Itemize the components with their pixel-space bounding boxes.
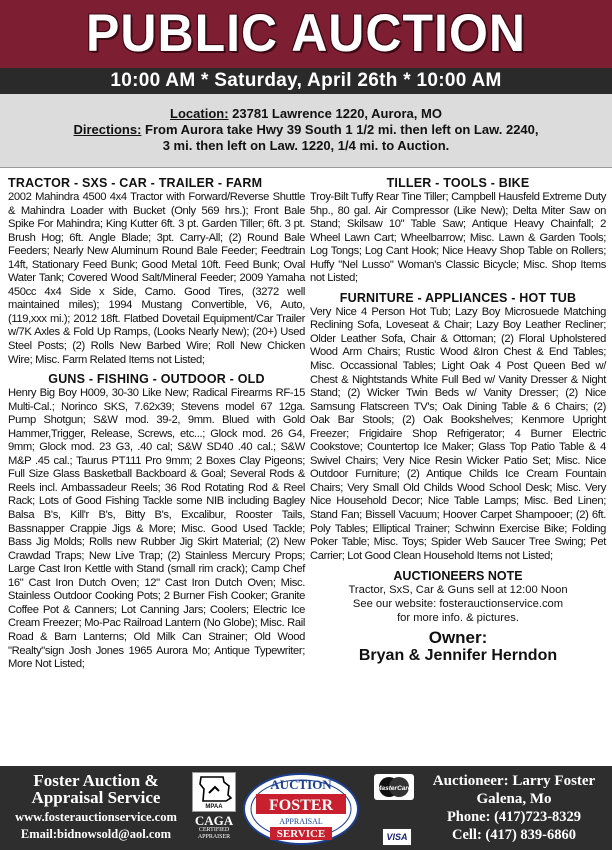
directions-label: Directions: xyxy=(73,122,142,137)
email-link[interactable]: Email:bidnowsold@aol.com xyxy=(20,827,172,841)
caga-label: CAGA xyxy=(194,813,234,828)
location-label: Location: xyxy=(170,106,229,121)
directions-text-1: From Aurora take Hwy 39 South 1 1/2 mi. then left on Law. 2240, xyxy=(141,122,539,137)
company-name-1: Foster Auction & xyxy=(33,771,159,790)
tiller-text: Troy-Bilt Tuffy Rear Tine Tiller; Campbell Hausfeld Extreme Duty 5hp., 80 gal. Air Compressor (Like New); Delta Miter Saw on Stand; Skilsaw 10" Table Saw; Antique Heavy Chainfall; 2 Wheel Lawn Cart; Wheelbarrow; Misc. Lawn & Garden Tools; Log Tongs; Log Cant Hook; Nice Heavy Shop Table on Rollers; Huffy "Nel Lusso" Woman's Classic Bicycle; Misc. Shop Items not Listed; xyxy=(310,191,606,285)
caga-sub-1: CERTIFIED xyxy=(198,827,230,833)
seal-mid-text: FOSTER xyxy=(268,797,334,814)
mastercard-logo xyxy=(374,774,414,800)
furniture-text: Very Nice 4 Person Hot Tub; Lazy Boy Microsuede Matching Reclining Sofa, Loveseat & Chair; Lazy Boy Leather Recliner; Older Leather Sofa, Chair & Ottoman; (2) Floral Upholstered Wood Arm Chairs; Rustic Wood &Iron Chest & End Tables; Misc. Occassional Tables; Light Oak 4 Post Queen Bed w/ Chest & Nightstands White Full Bed w/ Vanity Dresser & Night Stand; (2) Wicker Twin Beds w/ Vanity Dresser; (2) Nice Samsung Flatscreen TV's; Oak Dining Table & 6 Chairs; (2) Oak Bar Stools; (2) Oak Bookshelves; Kenmore Upright Freezer; Frigidaire Shop Refrigerator; 4 Burner Electric Cookstove; Countertop Ice Maker; Glass Top Patio Table & 4 Swivel Chairs; Very Nice Resin Wicker Patio Set; Misc. Nice Outdoor Furniture; (2) Antique Childs Ice Cream Fountain Chairs; Very Small Old Childs Wood School Desk; Misc. Very Nice Household Decor; Nice Table Lamps; Misc. Bed Linen; Stand Fan; Bissell Vacuum; Hoover Carpet Shampooer; (2) 6ft. Poly Tables; Elliptical Trainer; Schwinn Exercise Bike; Folding Poker Table; Misc. Toys; Spider Web Saucer Tree Swing; Pet Carrier; Lot Good Clean Household Items not Listed; xyxy=(310,305,606,562)
owner-names: Bryan & Jennifer Herndon xyxy=(358,647,558,665)
auctioneer-info xyxy=(420,772,608,844)
visa-logo: VISA xyxy=(382,828,412,846)
left-column xyxy=(8,176,305,758)
auctioneer-city: Galena, Mo xyxy=(476,791,552,807)
owner-label: Owner: xyxy=(428,628,488,648)
logos xyxy=(188,770,420,846)
caga-logo xyxy=(192,814,236,841)
right-column xyxy=(310,176,606,758)
guns-heading: GUNS - FISHING - OUTDOOR - OLD xyxy=(48,372,265,387)
location-line xyxy=(0,106,612,122)
mastercard-label: MasterCard xyxy=(376,785,412,792)
auctioneer-name: Auctioneer: Larry Foster xyxy=(432,773,596,789)
phone-number[interactable]: Phone: (417)723-8329 xyxy=(446,809,582,825)
mpaa-logo xyxy=(192,772,236,812)
mpaa-label: MPAA xyxy=(205,804,223,810)
seal-bottom-text: SERVICE xyxy=(276,828,326,840)
tiller-heading: TILLER - TOOLS - BIKE xyxy=(386,176,530,190)
missouri-map-icon xyxy=(193,773,237,805)
note-line-1: Tractor, SxS, Car & Guns sell at 12:00 Noon xyxy=(348,584,568,597)
page-title: PUBLIC AUCTION xyxy=(86,3,526,63)
furniture-heading: FURNITURE - APPLIANCES - HOT TUB xyxy=(339,290,577,305)
note-heading: AUCTIONEERS NOTE xyxy=(393,569,523,584)
tractor-heading: TRACTOR - SXS - CAR - TRAILER - FARM xyxy=(8,176,263,190)
note-line-2: See our website: fosterauctionservice.com xyxy=(352,598,564,611)
caga-sub-2: APPRAISER xyxy=(197,834,231,840)
directions-line-2: 3 mi. then left on Law. 1220, 1/4 mi. to Auction. xyxy=(162,138,450,153)
tractor-text: 2002 Mahindra 4500 4x4 Tractor with Forward/Reverse Shuttle & Mahindra Loader with Bucket (Only 569 hrs.); Front Bale Spike For Mahindra; King Kutter 6ft. 3 pt. Garden Tiller; 6ft. 3 pt. Brush Hog; 6ft. Angle Blade; 3pt. Carry-All; (2) Round Bale Feeders; Nearly New Aluminum Round Bale Feeder; Feedtrain 14ft, Stationary Feed Bunk; Good Metal 10ft. Feed Bunk; Oval Water Tank; Covered Wood Salt/Mineral Feeder; 2009 Yamaha 450cc 4x4 Side x Side, Camo. Good Tires, (3272 well maintained miles); 1994 Mustang Convertible, V6, Auto, (119,xxx mi.); 2012 18ft. Flatbed Dovetail Equipment/Car Trailer w/7K Axles & Fold Up Ramps, (Looks Nearly New); (20+) Used Steel Posts; (2) Rolls New Barbed Wire; Roll New Chicken Wire; Misc. Farm Related Items not Listed; xyxy=(8,191,305,366)
company-name-2: Appraisal Service xyxy=(31,788,161,807)
website-link[interactable]: www.fosterauctionservice.com xyxy=(15,810,177,824)
title-banner xyxy=(0,0,612,68)
auction-date: 10:00 AM * Saturday, April 26th * 10:00 AM xyxy=(110,70,502,91)
location-address: 23781 Lawrence 1220, Aurora, MO xyxy=(228,106,442,121)
location-box xyxy=(0,94,612,168)
seal-small-text: APPRAISAL xyxy=(279,817,323,826)
company-info xyxy=(6,772,186,842)
foster-seal-logo xyxy=(242,772,360,846)
footer xyxy=(0,766,612,850)
seal-top-text: AUCTION xyxy=(270,777,332,792)
guns-text: Henry Big Boy H009, 30-30 Like New; Radical Firearms RF-15 Multi-Cal.; Norinco SKS, 7.62x39; Stevens model 67 12ga. Pump Shotgun; S&W mod. 39-2, 9mm. Blued with Gold Hammer,Trigger, Release, Screws, etc...; Glock mod. 26 G4, 9mm; Glock mod. 23 G3, .40 cal; S&W SD40 .40 cal.; S&W M&P .45 cal.; Taurus PT111 Pro 9mm; 2 Boxes Clay Pigeons; Full Size Glass Basketball Backboard & Goal; Several Rods & Reels incl. Ambassadeur Reels; 36 Rod Rotating Rod & Reel Rack; Lots of Good Fishing Tackle some NIB including Bagley Balsa B's, Kill'r B's, Bitty B's, Excalibur, Rooster Tails, Bassnapper Crappie Jigs & More; Misc. Good Used Tackle; Bass Jig Molds; Rolls new Rubber Jig Skirt Material; (2) New Crawdad Traps; New Live Trap; (2) Stainless Mercury Props; Large Cast Iron Kettle with Stand (small rim crack); Camp Chef 16" Cast Iron Dutch Oven; 12" Cast Iron Dutch Oven; Misc. Stainless Outdoor Cooking Pots; 2 Burner Fish Cooker; Granite Coffee Pot & Canners; Lot Canning Jars; Coolers; Electric Ice Cream Freezer; Mo-Pac Railroad Lantern (No Globe); Misc. Rail Road & Barn Lanterns; Old Milk Can Strainer; Old Wood "Realty"sign Josh Jones 1965 Aurora Mo; Antique Typewriter; More Not Listed; xyxy=(8,387,305,671)
note-line-3: for more info. & pictures. xyxy=(397,612,519,625)
directions-line xyxy=(0,122,612,138)
cell-number[interactable]: Cell: (417) 839-6860 xyxy=(451,827,577,843)
date-banner xyxy=(0,68,612,94)
